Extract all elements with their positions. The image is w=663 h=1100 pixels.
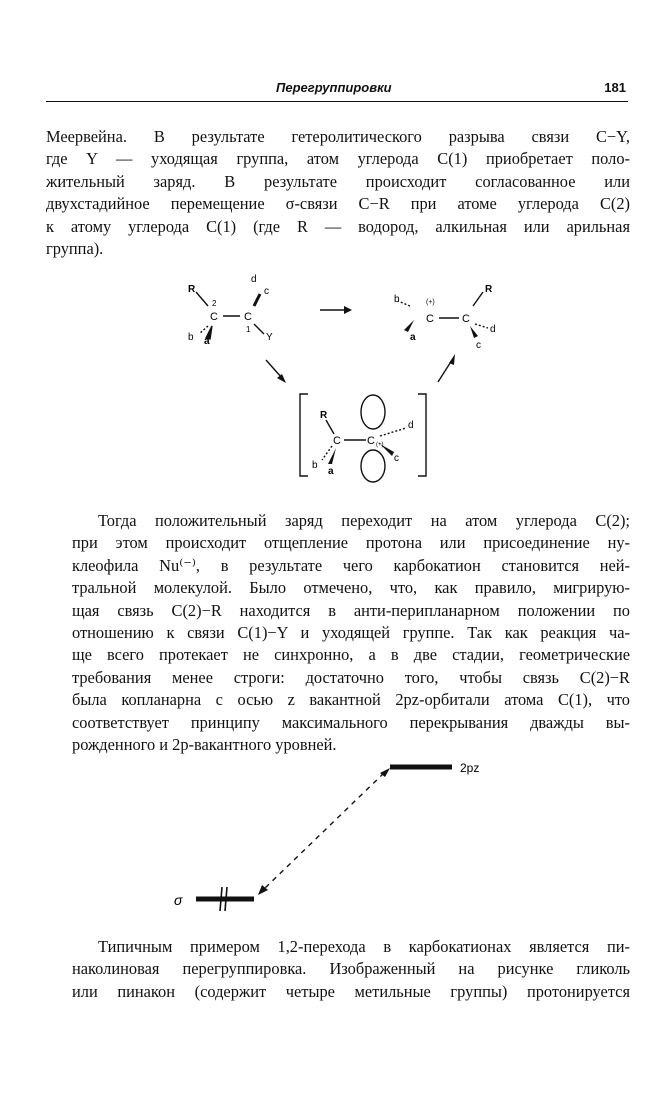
lower-level-label: σ (174, 892, 183, 908)
reactant-structure (196, 292, 264, 339)
reactant-a-label: a (204, 336, 210, 347)
p-orbital-upper-lobe (361, 395, 385, 429)
arrow-from-intermediate (438, 354, 455, 382)
reactant-c-label: c (264, 286, 269, 297)
intermediate-brackets (300, 394, 426, 476)
paragraph-3 (46, 936, 630, 1003)
electron-mark (225, 887, 227, 911)
energy-level-diagram (160, 755, 520, 915)
reactant-R-label: R (188, 284, 196, 295)
intermediate-C1-label: C (367, 435, 375, 447)
text-line: или пинакон (содержит четыре метильные группы) протонируется (72, 981, 630, 1001)
reactant-pos1-label: 1 (246, 325, 251, 334)
text-line: Меервейна. В результате гетеролитического разрыва связи C−Y, (46, 127, 630, 146)
text-line: жительный заряд. В результате происходит согласованное или (46, 171, 630, 191)
reactant-Y-label: Y (266, 332, 273, 343)
intermediate-c-label: c (394, 453, 399, 464)
rearrangement-scheme (170, 268, 510, 498)
text-line: двухстадийное перемещение σ-связи C−R при атоме углерода C(2) (46, 194, 630, 214)
text-line: отношению к связи C(1)−Y и уходящей группе. Так как реакция ча- (72, 623, 630, 643)
text-line: была копланарна с осью z вакантной 2pz-орбитали атома C(1), что (72, 690, 630, 710)
intermediate-charge-label: (+) (376, 442, 384, 448)
text-line: требования менее строги: достаточно того, чтобы связь C(2)−R (72, 667, 630, 687)
text-line: к атому углерода C(1) (где R — водород, алкильная или арильная (46, 216, 630, 236)
text-line: тральной молекулой. Было отмечено, что, как правило, мигрирую- (72, 578, 630, 598)
text-line: рожденного и 2p-вакантного уровней. (72, 735, 337, 755)
text-line: Типичным примером 1,2-перехода в карбокатионах является пи- (98, 937, 630, 956)
product-C1-label: C (462, 313, 470, 325)
running-title: Перегруппировки (276, 80, 392, 95)
page-header (46, 80, 628, 104)
intermediate-d-label: d (408, 420, 414, 431)
reactant-C2-label: C (210, 311, 218, 323)
intermediate-C2-label: C (333, 435, 341, 447)
product-R-label: R (485, 284, 493, 295)
reactant-C1-label: C (244, 311, 252, 323)
intermediate-b-label: b (312, 460, 318, 471)
arrow-to-intermediate (266, 360, 286, 383)
reaction-arrow (320, 306, 352, 314)
paragraph-1 (46, 126, 630, 260)
header-rule (46, 101, 628, 102)
text-line: группа). (46, 239, 104, 259)
page-number: 181 (604, 80, 626, 95)
text-line: наколиновая перегруппировка. Изображенный на рисунке гликоль (72, 959, 630, 979)
product-d-label: d (490, 324, 496, 335)
reactant-b-label: b (188, 332, 194, 343)
electron-mark (220, 887, 222, 911)
text-line: клеофила Nu⁽⁻⁾, в результате чего карбокатион становится ней- (72, 555, 630, 575)
product-C2-label: C (426, 313, 434, 325)
reactant-d-label: d (251, 274, 257, 285)
reactant-pos2-label: 2 (212, 299, 217, 308)
text-line: ще всего протекает не синхронно, а в две стадии, геометрические (72, 645, 630, 665)
text-line: при этом происходит отщепление протона или присоединение ну- (72, 533, 630, 553)
p-orbital-lower-lobe (361, 450, 385, 482)
product-charge-label: (+) (426, 299, 435, 306)
text-line: где Y — уходящая группа, атом углерода C(1) приобретает поло- (46, 149, 630, 169)
product-b-label: b (394, 294, 400, 305)
intermediate-R-label: R (320, 410, 328, 421)
product-a-label: a (410, 332, 416, 343)
paragraph-2 (46, 510, 630, 756)
upper-level-label: 2pz (460, 761, 480, 775)
text-line: щая связь C(2)−R находится в анти-перипланарном положении по (72, 600, 630, 620)
text-line: соответствует принципу максимального перекрывания дважды вы- (72, 712, 630, 732)
intermediate-a-label: a (328, 466, 334, 477)
transition-arrow (258, 768, 390, 895)
product-c-label: c (476, 340, 481, 351)
text-line: Тогда положительный заряд переходит на атом углерода C(2); (98, 511, 630, 530)
